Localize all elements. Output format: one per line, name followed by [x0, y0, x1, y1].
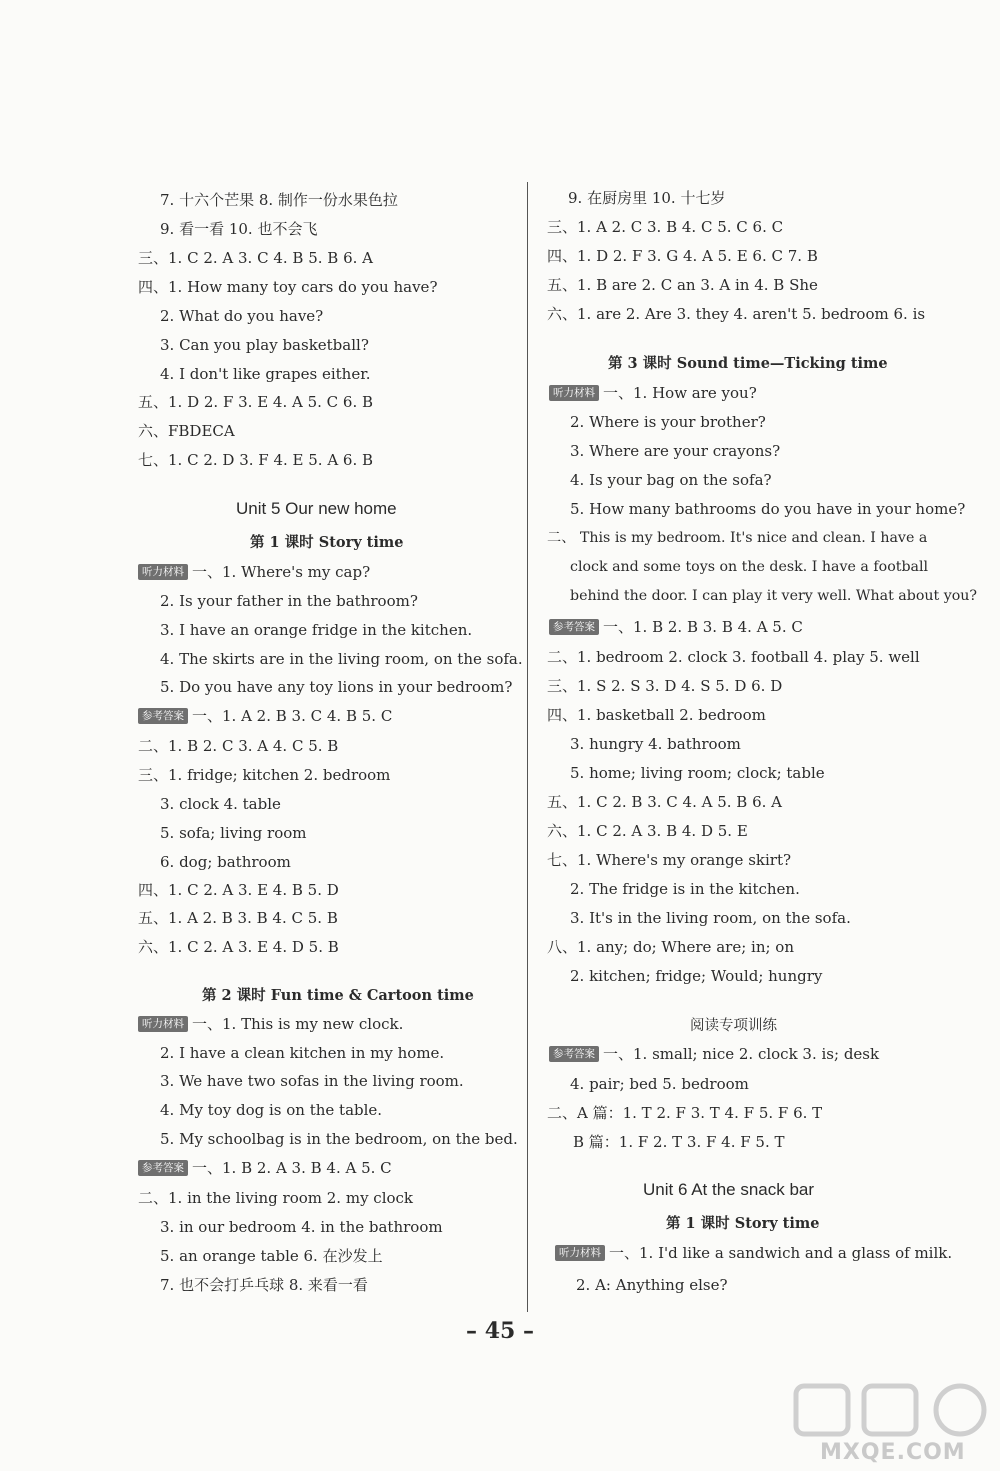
answer-line: 三、1. A 2. C 3. B 4. C 5. C 6. C	[547, 218, 784, 236]
listening-tag: 听力材料	[549, 385, 599, 401]
section-title: 阅读专项训练	[690, 1018, 777, 1034]
answer-line: 六、1. C 2. A 3. E 4. D 5. B	[138, 938, 339, 956]
answer-line: 2. I have a clean kitchen in my home.	[160, 1044, 445, 1062]
answer-line: 4. The skirts are in the living room, on the sofa.	[160, 650, 523, 668]
answer-line: clock and some toys on the desk. I have a football	[570, 559, 929, 575]
answer-line: 2. kitchen; fridge; Would; hungry	[570, 967, 823, 985]
answer-line: 六、1. C 2. A 3. B 4. D 5. E	[547, 822, 748, 840]
watermark-icon	[792, 1380, 992, 1440]
answer-line: 五、1. C 2. B 3. C 4. A 5. B 6. A	[547, 793, 782, 811]
answer-line: 3. hungry 4. bathroom	[570, 735, 741, 753]
answer-line: 二、1. B 2. C 3. A 4. C 5. B	[138, 737, 339, 755]
answer-line: 听力材料 一、1. Where's my cap?	[138, 562, 370, 582]
answer-line: 3. It's in the living room, on the sofa.	[570, 909, 851, 927]
answer-line: 7. 十六个芒果 8. 制作一份水果色拉	[160, 191, 398, 209]
answer-line: 5. an orange table 6. 在沙发上	[160, 1247, 383, 1265]
answer-line: 3. Where are your crayons?	[570, 442, 781, 460]
unit-title: Unit 5 Our new home	[236, 499, 397, 518]
answer-line: 3. in our bedroom 4. in the bathroom	[160, 1218, 443, 1236]
answer-line: 2. Where is your brother?	[570, 413, 766, 431]
lesson-title: 第 3 课时 Sound time—Ticking time	[608, 355, 888, 372]
answer-line: 七、1. Where's my orange skirt?	[547, 851, 792, 869]
listening-tag: 听力材料	[138, 1016, 188, 1032]
answer-line: 2. What do you have?	[160, 307, 324, 325]
answer-line: 三、1. S 2. S 3. D 4. S 5. D 6. D	[547, 677, 783, 695]
answer-line: 9. 在厨房里 10. 十七岁	[568, 189, 726, 207]
answer-line: 2. Is your father in the bathroom?	[160, 592, 418, 610]
answer-line: 5. sofa; living room	[160, 824, 307, 842]
answer-line: 六、FBDECA	[138, 422, 235, 440]
answer-line: 四、1. basketball 2. bedroom	[547, 706, 766, 724]
listening-tag: 听力材料	[555, 1245, 605, 1261]
answer-tag: 参考答案	[549, 619, 599, 635]
answer-tag: 参考答案	[138, 1160, 188, 1176]
answer-line: 二、1. in the living room 2. my clock	[138, 1189, 414, 1207]
answer-tag: 参考答案	[549, 1046, 599, 1062]
answer-line: 4. My toy dog is on the table.	[160, 1101, 383, 1119]
answer-line: 3. Can you play basketball?	[160, 336, 369, 354]
answer-line: 听力材料 一、1. This is my new clock.	[138, 1014, 403, 1034]
answer-line: 3. I have an orange fridge in the kitchen.	[160, 621, 473, 639]
answer-line: 七、1. C 2. D 3. F 4. E 5. A 6. B	[138, 451, 374, 469]
answer-line: B 篇：1. F 2. T 3. F 4. F 5. T	[573, 1133, 785, 1151]
answer-line: 六、1. are 2. Are 3. they 4. aren't 5. bedroom 6. is	[547, 305, 926, 323]
answer-line: 八、1. any; do; Where are; in; on	[547, 938, 794, 956]
answer-line: 5. home; living room; clock; table	[570, 764, 825, 782]
lesson-title: 第 2 课时 Fun time & Cartoon time	[202, 987, 474, 1004]
answer-line: 2. The fridge is in the kitchen.	[570, 880, 800, 898]
answer-line: 6. dog; bathroom	[160, 853, 291, 871]
listening-tag: 听力材料	[138, 564, 188, 580]
answer-tag: 参考答案	[138, 708, 188, 724]
answer-line: 2. A: Anything else?	[576, 1276, 728, 1294]
answer-line: 9. 看一看 10. 也不会飞	[160, 220, 318, 238]
unit-title: Unit 6 At the snack bar	[643, 1180, 815, 1199]
answer-line: 7. 也不会打乒乓球 8. 来看一看	[160, 1276, 368, 1294]
answer-line: 3. We have two sofas in the living room.	[160, 1072, 464, 1090]
answer-line: 五、1. B are 2. C an 3. A in 4. B She	[547, 276, 818, 294]
answer-line: 参考答案 一、1. B 2. B 3. B 4. A 5. C	[549, 617, 803, 637]
watermark-text: MXQE.COM	[820, 1440, 966, 1465]
answer-line: 四、1. C 2. A 3. E 4. B 5. D	[138, 881, 339, 899]
answer-line: 5. My schoolbag is in the bedroom, on the bed.	[160, 1130, 518, 1148]
answer-line: 听力材料 一、1. I'd like a sandwich and a glass of milk.	[555, 1243, 952, 1263]
answer-line: 4. I don't like grapes either.	[160, 365, 371, 383]
answer-line: 二、A 篇：1. T 2. F 3. T 4. F 5. F 6. T	[547, 1104, 823, 1122]
answer-line: 5. How many bathrooms do you have in your home?	[570, 500, 966, 518]
answer-line: 参考答案 一、1. A 2. B 3. C 4. B 5. C	[138, 706, 392, 726]
answer-line: 3. clock 4. table	[160, 795, 281, 813]
answer-line: 4. Is your bag on the sofa?	[570, 471, 772, 489]
lesson-title: 第 1 课时 Story time	[666, 1215, 820, 1232]
answer-line: 4. pair; bed 5. bedroom	[570, 1075, 749, 1093]
answer-line: 二、 This is my bedroom. It's nice and clean. I have a	[547, 530, 928, 546]
answer-line: 四、1. How many toy cars do you have?	[138, 278, 438, 296]
answer-line: 参考答案 一、1. small; nice 2. clock 3. is; desk	[549, 1044, 879, 1064]
answer-line: 5. Do you have any toy lions in your bedroom?	[160, 678, 513, 696]
answer-line: 二、1. bedroom 2. clock 3. football 4. play 5. well	[547, 648, 920, 666]
answer-line: 参考答案 一、1. B 2. A 3. B 4. A 5. C	[138, 1158, 392, 1178]
page-number: – 45 –	[466, 1318, 534, 1344]
answer-line: 四、1. D 2. F 3. G 4. A 5. E 6. C 7. B	[547, 247, 818, 265]
answer-line: 三、1. C 2. A 3. C 4. B 5. B 6. A	[138, 249, 373, 267]
answer-line: 听力材料 一、1. How are you?	[549, 383, 757, 403]
lesson-title: 第 1 课时 Story time	[250, 534, 404, 551]
column-divider	[527, 182, 528, 1312]
answer-line: 五、1. D 2. F 3. E 4. A 5. C 6. B	[138, 393, 374, 411]
answer-line: 三、1. fridge; kitchen 2. bedroom	[138, 766, 391, 784]
answer-line: 五、1. A 2. B 3. B 4. C 5. B	[138, 909, 338, 927]
answer-line: behind the door. I can play it very well. What about you?	[570, 588, 978, 604]
